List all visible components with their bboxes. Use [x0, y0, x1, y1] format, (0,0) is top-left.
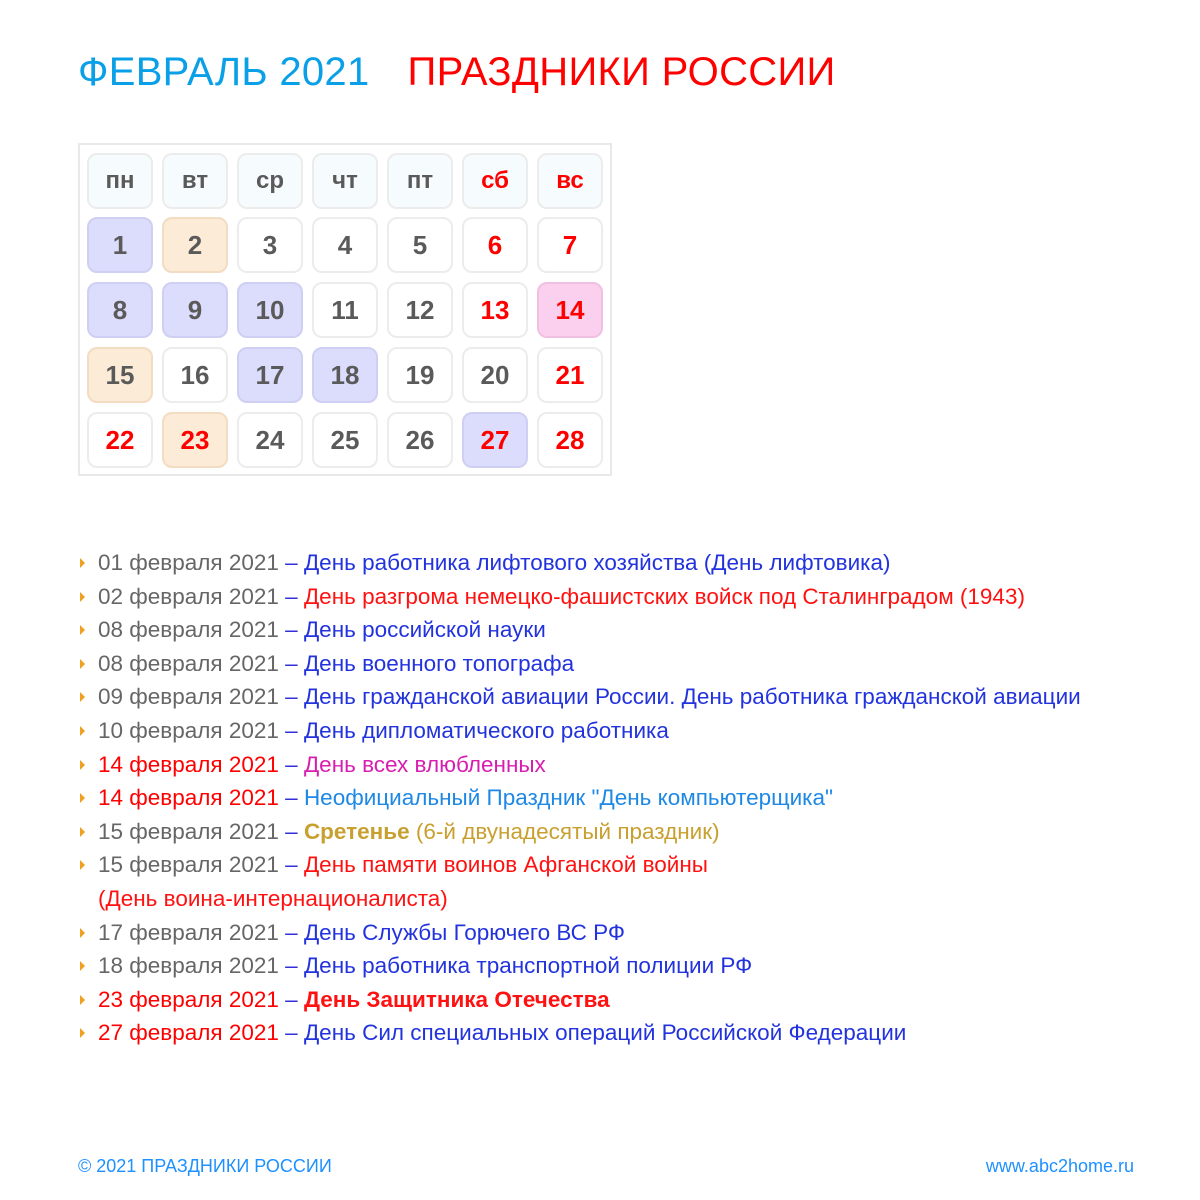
calendar-day[interactable]: 11: [312, 282, 378, 338]
holiday-item: [78, 949, 1158, 983]
calendar-day[interactable]: 25: [312, 412, 378, 468]
weekday-header: сб: [462, 153, 528, 209]
holiday-name: Неофициальный Праздник "День компьютерщика": [303, 785, 834, 811]
separator-dash: –: [278, 684, 304, 710]
holiday-date: 09 февраля 2021: [98, 684, 279, 710]
separator-dash: –: [278, 953, 304, 979]
calendar-day[interactable]: 4: [312, 217, 378, 273]
holiday-date: 23 февраля 2021: [98, 986, 279, 1012]
holiday-name: Сретенье: [303, 818, 410, 844]
bullet-arrow-icon: [80, 726, 85, 736]
footer-website-link[interactable]: www.abc2home.ru: [985, 1156, 1134, 1176]
holiday-name: День памяти воинов Афганской войны: [303, 852, 708, 878]
calendar-day[interactable]: 24: [237, 412, 303, 468]
calendar-day[interactable]: 23: [162, 412, 228, 468]
bullet-arrow-icon: [80, 827, 85, 837]
bullet-arrow-icon: [80, 659, 85, 669]
bullet-arrow-icon: [80, 961, 85, 971]
footer-copyright: © 2021 ПРАЗДНИКИ РОССИИ: [78, 1156, 332, 1176]
bullet-arrow-icon: [80, 928, 85, 938]
weekday-header: вс: [537, 153, 603, 209]
calendar-day[interactable]: 22: [87, 412, 153, 468]
holiday-date: 18 февраля 2021: [98, 953, 279, 979]
holiday-name: День Службы Горючего ВС РФ: [303, 919, 626, 945]
separator-dash: –: [278, 550, 304, 575]
calendar-day[interactable]: 1: [87, 217, 153, 273]
bullet-arrow-icon: [80, 1028, 85, 1038]
holiday-item: [78, 848, 1158, 915]
holiday-name: День военного топографа: [303, 650, 575, 676]
holiday-item: [78, 714, 1158, 748]
page-title: [78, 50, 836, 95]
calendar-day[interactable]: 3: [237, 217, 303, 273]
bullet-arrow-icon: [80, 995, 85, 1005]
holiday-item: [78, 815, 1158, 849]
bullet-arrow-icon: [80, 793, 85, 803]
calendar-day[interactable]: 5: [387, 217, 453, 273]
holiday-date: 01 февраля 2021: [98, 550, 279, 575]
holiday-name: День дипломатического работника: [303, 717, 669, 743]
separator-dash: –: [278, 717, 304, 743]
bullet-arrow-icon: [80, 625, 85, 635]
holiday-name: День работника лифтового хозяйства (День лифтовика): [303, 550, 891, 575]
calendar-day[interactable]: 21: [537, 347, 603, 403]
calendar-day[interactable]: 26: [387, 412, 453, 468]
calendar-day[interactable]: 7: [537, 217, 603, 273]
separator-dash: –: [278, 852, 304, 878]
holiday-item: [78, 916, 1158, 950]
calendar-day[interactable]: 6: [462, 217, 528, 273]
holiday-date: 08 февраля 2021: [98, 617, 279, 643]
holiday-date: 17 февраля 2021: [98, 919, 279, 945]
separator-dash: –: [278, 1020, 304, 1046]
holiday-date: 15 февраля 2021: [98, 818, 279, 844]
weekday-header: вт: [162, 153, 228, 209]
calendar-day[interactable]: 15: [87, 347, 153, 403]
bullet-arrow-icon: [80, 592, 85, 602]
holiday-name: (6-й двунадесятый праздник): [409, 818, 720, 844]
separator-dash: –: [278, 785, 304, 811]
holiday-date: 15 февраля 2021: [98, 852, 279, 878]
holiday-item: [78, 546, 1158, 580]
separator-dash: –: [278, 617, 304, 643]
holiday-list: [78, 546, 1158, 1050]
holiday-date: 08 февраля 2021: [98, 650, 279, 676]
holiday-date: 10 февраля 2021: [98, 717, 279, 743]
holiday-item: [78, 647, 1158, 681]
holiday-name: День гражданской авиации России. День работника гражданской авиации: [303, 684, 1081, 710]
holiday-item: [78, 1016, 1158, 1050]
weekday-header: чт: [312, 153, 378, 209]
bullet-arrow-icon: [80, 692, 85, 702]
calendar-day[interactable]: 2: [162, 217, 228, 273]
calendar-day[interactable]: 28: [537, 412, 603, 468]
holiday-item: [78, 983, 1158, 1017]
weekday-header: ср: [237, 153, 303, 209]
site-title: ПРАЗДНИКИ РОССИИ: [407, 50, 836, 94]
separator-dash: –: [278, 818, 304, 844]
separator-dash: –: [278, 650, 304, 676]
holiday-date: 14 февраля 2021: [98, 785, 279, 811]
holiday-name: День Сил специальных операций Российской Федерации: [303, 1020, 907, 1046]
holiday-name: День всех влюбленных: [303, 751, 546, 777]
calendar-day[interactable]: 27: [462, 412, 528, 468]
bullet-arrow-icon: [80, 558, 85, 568]
separator-dash: –: [278, 583, 304, 609]
holiday-name: День работника транспортной полиции РФ: [303, 953, 753, 979]
separator-dash: –: [278, 986, 304, 1012]
holiday-item: [78, 680, 1158, 714]
holiday-date: 27 февраля 2021: [98, 1020, 279, 1046]
calendar-day[interactable]: 14: [537, 282, 603, 338]
holiday-item: [78, 580, 1158, 614]
calendar-day[interactable]: 20: [462, 347, 528, 403]
bullet-arrow-icon: [80, 860, 85, 870]
holiday-date: 14 февраля 2021: [98, 751, 279, 777]
calendar-day[interactable]: 19: [387, 347, 453, 403]
holiday-name: День Защитника Отечества: [303, 986, 610, 1012]
calendar-day[interactable]: 8: [87, 282, 153, 338]
calendar-day[interactable]: 13: [462, 282, 528, 338]
holiday-name: День разгрома немецко-фашистских войск под Сталинградом (1943): [303, 583, 1025, 609]
holiday-item: [78, 613, 1158, 647]
calendar-day[interactable]: 12: [387, 282, 453, 338]
holiday-name: День российской науки: [303, 617, 546, 643]
calendar-grid: [78, 143, 612, 476]
bullet-arrow-icon: [80, 760, 85, 770]
holiday-item: [78, 748, 1158, 782]
calendar-day[interactable]: 10: [237, 282, 303, 338]
holiday-item: [78, 781, 1158, 815]
calendar-day[interactable]: 16: [162, 347, 228, 403]
holiday-name: (День воина-интернационалиста): [98, 885, 448, 911]
separator-dash: –: [278, 919, 304, 945]
calendar-day[interactable]: 9: [162, 282, 228, 338]
month-year-title: ФЕВРАЛЬ 2021: [78, 50, 370, 94]
calendar-day[interactable]: 17: [237, 347, 303, 403]
weekday-header: пн: [87, 153, 153, 209]
separator-dash: –: [278, 751, 304, 777]
weekday-header: пт: [387, 153, 453, 209]
calendar-day[interactable]: 18: [312, 347, 378, 403]
holiday-date: 02 февраля 2021: [98, 583, 279, 609]
